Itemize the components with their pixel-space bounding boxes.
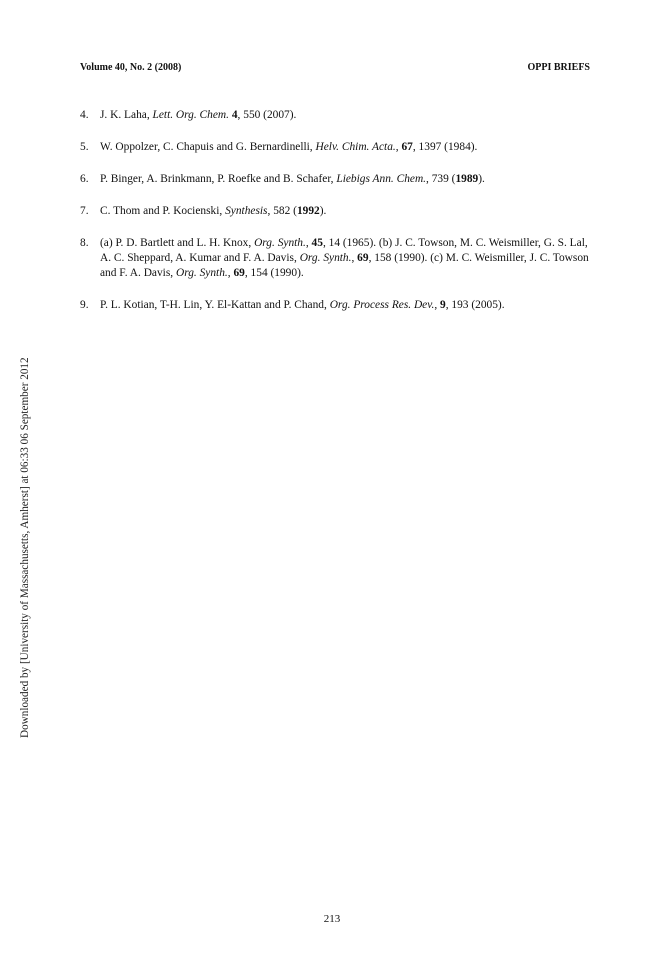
reference-number: 4. — [80, 109, 89, 121]
reference-text: (a) P. D. Bartlett and L. H. Knox, Org. Synth., 45, 14 (1965). (b) J. C. Towson, M. C. Weismiller, G. S. Lal, A. C. Sheppard, A. Kumar and F. A. Davis, Org. Synth., 69, 158 (1990). (c) M. C. Weismiller, J. C. Towson and F. A. Davis, Org. Synth., 69, 154 (1990). — [100, 237, 589, 279]
page-number: 213 — [323, 913, 341, 925]
reference-number: 6. — [80, 173, 89, 185]
reference-text: C. Thom and P. Kocienski, Synthesis, 582 (1992). — [100, 205, 327, 217]
reference-text: P. Binger, A. Brinkmann, P. Roefke and B. Schafer, Liebigs Ann. Chem., 739 (1989). — [100, 173, 485, 185]
reference-item — [80, 108, 590, 123]
journal-issue: Volume 40, No. 2 (2008) — [80, 62, 182, 73]
reference-text: P. L. Kotian, T-H. Lin, Y. El-Kattan and P. Chand, Org. Process Res. Dev., 9, 193 (2005). — [100, 299, 505, 311]
reference-text: W. Oppolzer, C. Chapuis and G. Bernardinelli, Helv. Chim. Acta., 67, 1397 (1984). — [100, 141, 478, 153]
running-header — [80, 60, 590, 76]
reference-number: 8. — [80, 237, 89, 249]
reference-list — [80, 108, 590, 330]
reference-item — [80, 204, 590, 219]
reference-item — [80, 236, 590, 281]
download-stamp: Downloaded by [University of Massachusetts, Amherst] at 06:33 06 September 2012 — [19, 357, 31, 738]
reference-item — [80, 172, 590, 187]
reference-item — [80, 298, 590, 313]
section-name: OPPI BRIEFS — [527, 62, 590, 73]
reference-number: 7. — [80, 205, 89, 217]
reference-number: 5. — [80, 141, 89, 153]
reference-number: 9. — [80, 299, 89, 311]
reference-item — [80, 140, 590, 155]
reference-text: J. K. Laha, Lett. Org. Chem. 4, 550 (2007). — [100, 109, 297, 121]
